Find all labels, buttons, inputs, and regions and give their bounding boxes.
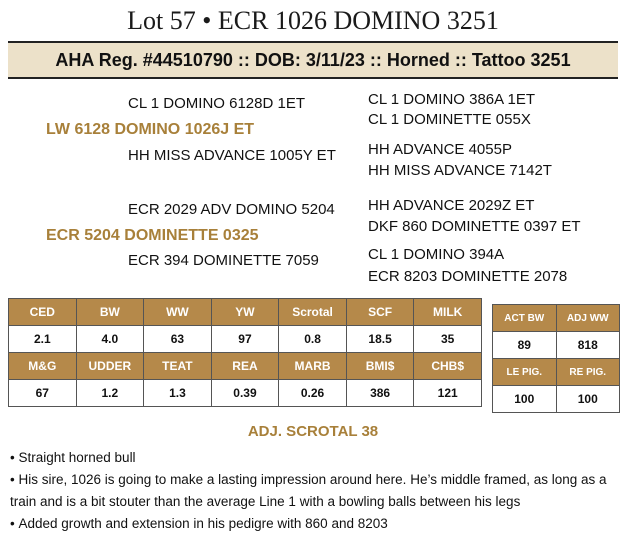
epd-value-cell: 121 [414,380,482,407]
epd-header-cell: BW [76,299,144,326]
actuals-header-cell: ACT BW [493,305,557,332]
epd-header-cell: SCF [346,299,414,326]
epd-header-cell: M&G [9,353,77,380]
epd-header-cell: WW [144,299,212,326]
sire-sire: CL 1 DOMINO 6128D 1ET [128,95,306,112]
epd-value-cell: 0.8 [279,326,347,353]
epd-value-cell: 4.0 [76,326,144,353]
epd-value-cell: 0.39 [211,380,279,407]
epd-header-cell: CED [9,299,77,326]
epd-value-cell: 1.3 [144,380,212,407]
registration-banner: AHA Reg. #44510790 :: DOB: 3/11/23 :: Horned :: Tattoo 3251 [8,41,618,79]
dam-sire-sire: HH ADVANCE 2029Z ET [368,197,535,214]
dam-dam-dam: ECR 8203 DOMINETTE 2078 [368,268,568,285]
sire-dam-sire: HH ADVANCE 4055P [368,141,512,158]
sire-dam-dam: HH MISS ADVANCE 7142T [368,162,552,179]
epd-value-cell: 1.2 [76,380,144,407]
epd-value-cell: 35 [414,326,482,353]
epd-value-cell: 2.1 [9,326,77,353]
epd-header-cell: UDDER [76,353,144,380]
epd-header-cell: MILK [414,299,482,326]
actuals-value-cell: 818 [556,332,620,359]
comments-list [10,447,622,535]
epd-header-cell: YW [211,299,279,326]
sire: LW 6128 DOMINO 1026J ET [46,121,255,138]
sire-sire-sire: CL 1 DOMINO 386A 1ET [368,91,536,108]
dam-sire-dam: DKF 860 DOMINETTE 0397 ET [368,218,581,235]
epd-table [8,298,482,407]
epd-header-cell: TEAT [144,353,212,380]
actuals-table [492,304,620,413]
actuals-header-cell: LE PIG. [493,359,557,386]
actuals-header-cell: ADJ WW [556,305,620,332]
epd-value-cell: 18.5 [346,326,414,353]
epd-header-cell: Scrotal [279,299,347,326]
epd-value-cell: 386 [346,380,414,407]
actuals-value-cell: 89 [493,332,557,359]
epd-header-cell: CHB$ [414,353,482,380]
sire-dam: HH MISS ADVANCE 1005Y ET [128,147,336,164]
actuals-value-cell: 100 [556,386,620,413]
dam: ECR 5204 DOMINETTE 0325 [46,227,259,244]
lot-title: Lot 57 • ECR 1026 DOMINO 3251 [127,6,499,35]
actuals-header-cell: RE PIG. [556,359,620,386]
epd-header-cell: REA [211,353,279,380]
comment-item: • Added growth and extension in his pedigre with 860 and 8203 [10,513,622,535]
epd-header-cell: MARB [279,353,347,380]
dam-dam: ECR 394 DOMINETTE 7059 [128,252,319,269]
comment-item: • His sire, 1026 is going to make a lasting impression around here. He’s middle framed, as long as a train and is a bit stouter than the average Line 1 with a bowling balls between his legs [10,469,622,513]
epd-value-cell: 97 [211,326,279,353]
comment-item: • Straight horned bull [10,447,622,469]
adj-scrotal-label: ADJ. SCROTAL 38 [247,423,379,440]
sire-sire-dam: CL 1 DOMINETTE 055X [368,111,531,128]
actuals-value-cell: 100 [493,386,557,413]
epd-value-cell: 67 [9,380,77,407]
epd-header-cell: BMI$ [346,353,414,380]
dam-dam-sire: CL 1 DOMINO 394A [368,246,505,263]
dam-sire: ECR 2029 ADV DOMINO 5204 [128,201,335,218]
epd-value-cell: 63 [144,326,212,353]
epd-value-cell: 0.26 [279,380,347,407]
